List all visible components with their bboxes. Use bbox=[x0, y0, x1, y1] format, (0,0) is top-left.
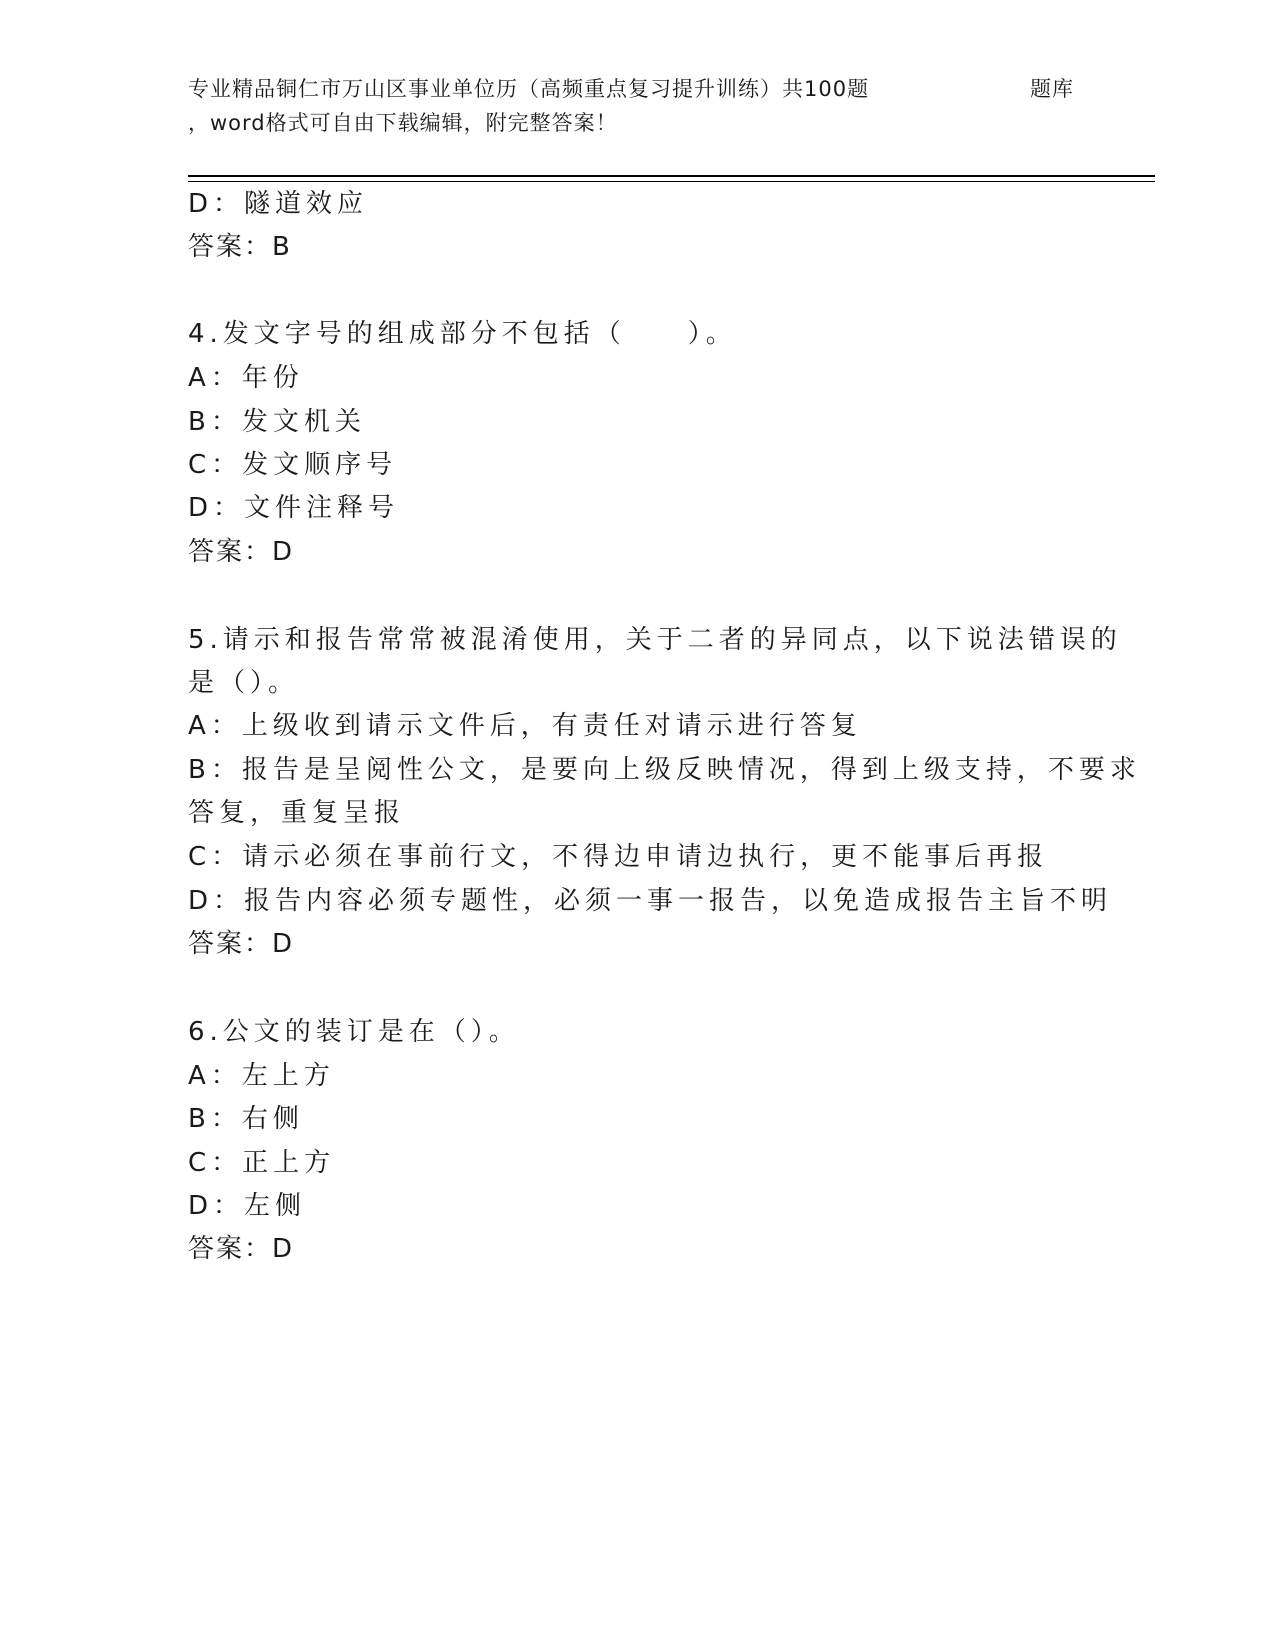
q4-option-b: B：发文机关 bbox=[188, 407, 366, 437]
header-divider-thin bbox=[188, 181, 1155, 182]
q5-option-a: A：上级收到请示文件后，有责任对请示进行答复 bbox=[188, 711, 862, 741]
q6-option-c: C：正上方 bbox=[188, 1148, 336, 1178]
q4-option-a: A：年份 bbox=[188, 363, 304, 393]
header-divider-thick bbox=[188, 175, 1155, 177]
prev-answer: 答案：B bbox=[188, 232, 292, 262]
header-title: 专业精品铜仁市万山区事业单位历（高频重点复习提升训练）共100题 bbox=[188, 77, 870, 101]
q5-option-c: C：请示必须在事前行文，不得边申请边执行，更不能事后再报 bbox=[188, 842, 1049, 872]
q6-option-b: B：右侧 bbox=[188, 1104, 304, 1134]
q5-option-b-line-2: 答复，重复呈报 bbox=[188, 798, 406, 828]
q6-stem: 6.公文的装订是在（）。 bbox=[188, 1017, 520, 1047]
q6-option-a: A：左上方 bbox=[188, 1061, 335, 1091]
q5-answer: 答案：D bbox=[188, 929, 295, 959]
prev-option-d: D：隧道效应 bbox=[188, 189, 369, 219]
header-right-label: 题库 bbox=[1030, 77, 1074, 101]
q5-stem-line-2: 是（）。 bbox=[188, 668, 300, 698]
q4-option-d: D：文件注释号 bbox=[188, 493, 400, 523]
q6-option-d: D：左侧 bbox=[188, 1191, 307, 1221]
page-header bbox=[188, 72, 1148, 140]
q5-option-d: D：报告内容必须专题性，必须一事一报告，以免造成报告主旨不明 bbox=[188, 886, 1113, 916]
q4-answer: 答案：D bbox=[188, 537, 295, 567]
q6-answer: 答案：D bbox=[188, 1234, 295, 1264]
header-subtitle: ，word格式可自由下载编辑，附完整答案！ bbox=[188, 111, 618, 135]
q4-stem: 4.发文字号的组成部分不包括（ ）。 bbox=[188, 319, 737, 349]
q5-option-b-line-1: B：报告是呈阅性公文，是要向上级反映情况，得到上级支持，不要求 bbox=[188, 755, 1141, 785]
q4-option-c: C：发文顺序号 bbox=[188, 450, 398, 480]
header-line-1 bbox=[188, 72, 1148, 106]
q5-stem-line-1: 5.请示和报告常常被混淆使用，关于二者的异同点，以下说法错误的 bbox=[188, 625, 1122, 655]
